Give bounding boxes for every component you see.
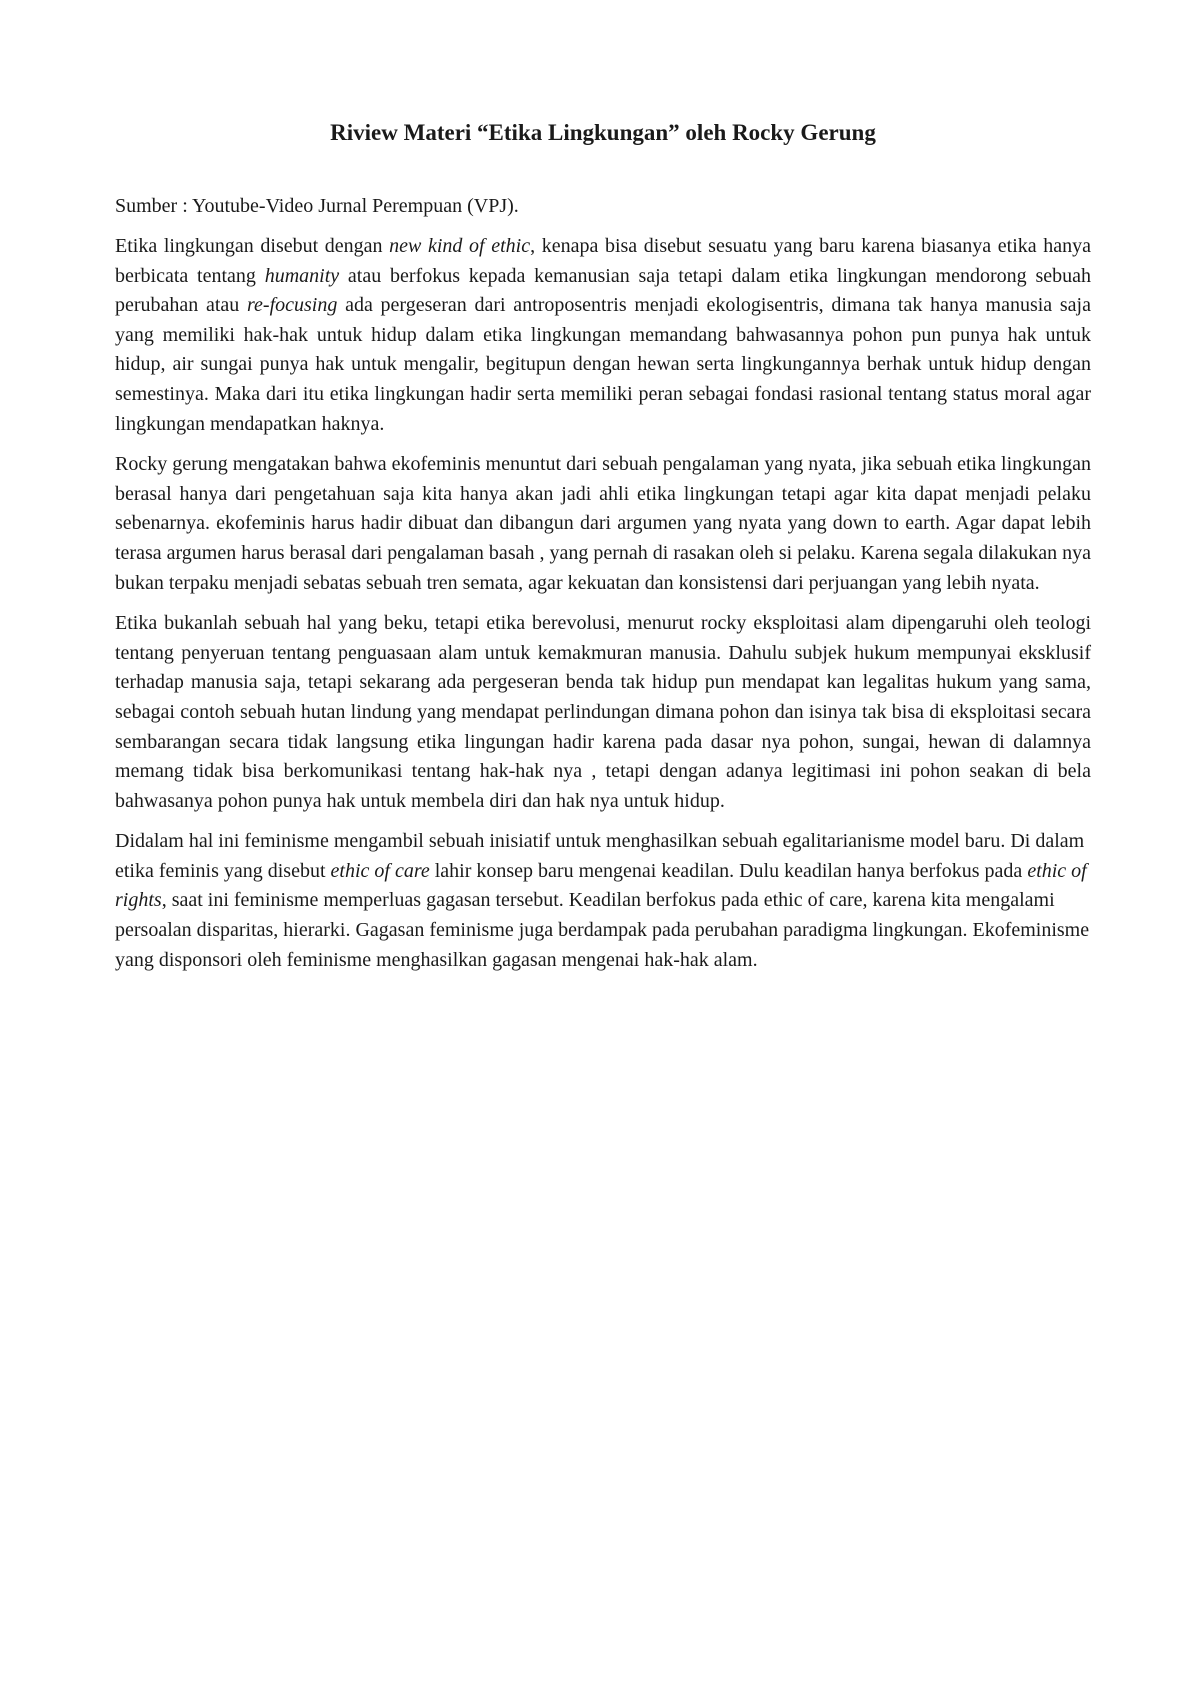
paragraph-4 — [115, 827, 1091, 975]
italic-term: ethic of rights — [115, 859, 1087, 912]
italic-term: re-focusing — [247, 294, 338, 317]
italic-term: new kind of ethic — [389, 235, 531, 257]
document-body — [115, 118, 1091, 986]
paragraph-2 — [115, 450, 1091, 598]
paragraph-text: Didalam hal ini feminisme mengambil sebuah inisiatif untuk menghasilkan sebuah egalitarianisme model baru. Di dalam etika feminis yang disebut — [115, 830, 1085, 882]
italic-term: humanity — [264, 264, 340, 287]
paragraph-1 — [115, 232, 1091, 439]
source-line: Sumber : Youtube-Video Jurnal Perempuan (VPJ). — [115, 195, 519, 217]
paragraph-text: ada pergeseran dari antroposentris menjadi ekologisentris, dimana tak hanya manusia saja yang memiliki hak-hak untuk hidup dalam etika lingkungan memandang bahwasannya pohon pun punya hak untuk hidup, air sungai punya hak untuk mengalir, begitupun dengan hewan serta lingkungannya berhak untuk hidup dengan semestinya. Maka dari itu etika lingkungan hadir serta memiliki peran sebagai fondasi rasional tentang status moral agar lingkungan mendapatkan haknya. — [115, 294, 1091, 435]
paragraph-text: Etika bukanlah sebuah hal yang beku, tetapi etika berevolusi, menurut rocky eksploitasi alam dipengaruhi oleh teologi tentang penyeruan tentang penguasaan alam untuk kemakmuran manusia. Dahulu subjek hukum mempunyai eksklusif terhadap manusia saja, tetapi sekarang ada pergeseran benda tak hidup pun mendapat kan legalitas hukum yang sama, sebagai contoh sebuah hutan lindung yang mendapat perlindungan dimana pohon dan isinya tak bisa di eksploitasi secara sembarangan secara tidak langsung etika lingungan hadir karena pada dasar nya pohon, sungai, hewan di dalamnya memang tidak bisa berkomunikasi tentang hak-hak nya , tetapi dengan adanya legitimasi ini pohon seakan di bela bahwasanya pohon punya hak untuk membela diri dan hak nya untuk hidup. — [115, 612, 1091, 812]
paragraph-text: , saat ini feminisme memperluas gagasan tersebut. Keadilan berfokus pada ethic of care, karena kita mengalami persoalan disparitas, hierarki. Gagasan feminisme juga berdampak pada perubahan paradigma lingkungan. Ekofeminisme yang disponsori oleh feminisme menghasilkan gagasan mengenai hak-hak alam. — [115, 889, 1090, 971]
paragraph-3 — [115, 609, 1091, 816]
paragraph-text: Etika lingkungan disebut dengan — [115, 235, 390, 257]
paragraph-text: lahir konsep baru mengenai keadilan. Dulu keadilan hanya berfokus pada — [429, 859, 1028, 882]
document-title: Riview Materi “Etika Lingkungan” oleh Rocky Gerung — [330, 120, 876, 145]
paragraph-text: atau berfokus kepada kemanusian saja tetapi dalam etika lingkungan mendorong sebuah perubahan atau — [115, 264, 1091, 317]
paragraph-text: , kenapa bisa disebut sesuatu yang baru karena biasanya etika hanya berbicata tentang — [115, 235, 1092, 287]
italic-term: ethic of care — [330, 859, 430, 882]
paragraph-text: Rocky gerung mengatakan bahwa ekofeminis menuntut dari sebuah pengalaman yang nyata, jika sebuah etika lingkungan berasal hanya dari pengetahuan saja kita hanya akan jadi ahli etika lingkungan tetapi agar kita dapat menjadi pelaku sebenarnya. ekofeminis harus hadir dibuat dan dibangun dari argumen yang nyata yang down to earth. Agar dapat lebih terasa argumen harus berasal dari pengalaman basah , yang pernah di rasakan oleh si pelaku. Karena segala dilakukan nya bukan terpaku menjadi sebatas sebuah tren semata, agar kekuatan dan konsistensi dari perjuangan yang lebih nyata. — [115, 453, 1091, 594]
